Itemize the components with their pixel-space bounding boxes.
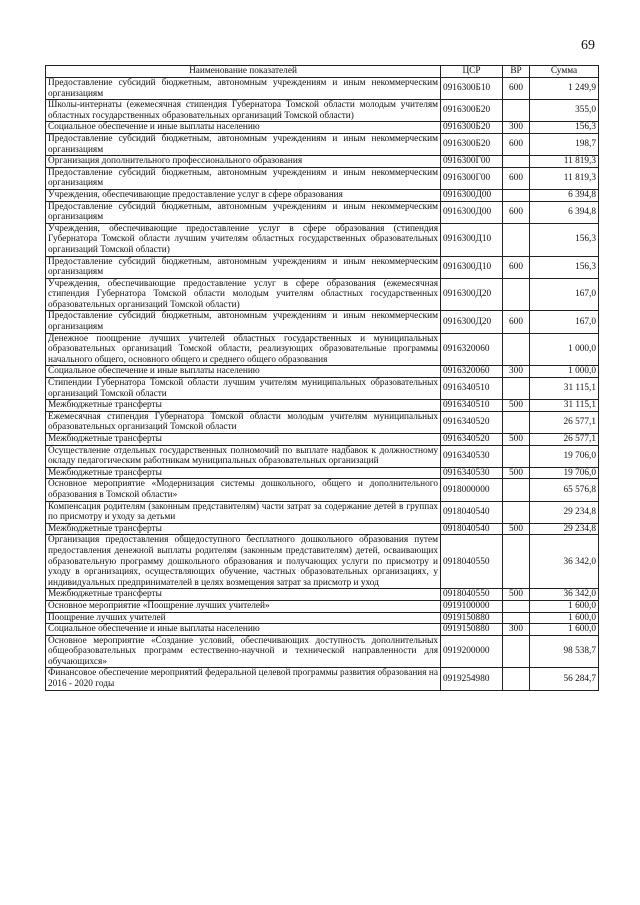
cell-sum: 31 115,1	[530, 400, 599, 412]
table-row	[46, 378, 599, 400]
cell-csr: 0916300Б20	[441, 100, 503, 122]
cell-csr: 0916340520	[441, 411, 503, 433]
table-row	[46, 366, 599, 378]
cell-name: Социальное обеспечение и иные выплаты населению	[46, 366, 441, 378]
cell-csr: 0916340530	[441, 467, 503, 479]
cell-sum: 36 342,0	[530, 535, 599, 589]
cell-sum: 31 115,1	[530, 378, 599, 400]
cell-name: Предоставление субсидий бюджетным, автономным учреждениям и иным некоммерческим организациям	[46, 256, 441, 278]
cell-csr: 0919254980	[441, 668, 503, 690]
cell-vr: 600	[503, 133, 530, 155]
table-row	[46, 256, 599, 278]
cell-name: Денежное поощрение лучших учителей областных государственных и муниципальных образовательных организаций Томской области, реализующих образовательные программы начального общего, основного общего и среднего общего образования	[46, 333, 441, 366]
cell-csr: 0916300Г00	[441, 156, 503, 168]
cell-vr	[503, 333, 530, 366]
cell-vr: 500	[503, 400, 530, 412]
cell-name: Учреждения, обеспечивающие предоставление услуг в сфере образования	[46, 189, 441, 201]
cell-vr	[503, 445, 530, 467]
cell-name: Компенсация родителям (законным представителям) части затрат за содержание детей в группах по присмотру и уходу за детьми	[46, 501, 441, 523]
table-row	[46, 434, 599, 446]
cell-vr	[503, 668, 530, 690]
cell-sum: 19 706,0	[530, 467, 599, 479]
cell-name: Осуществление отдельных государственных полномочий по выплате надбавок к должностному окладу педагогическим работникам муниципальных образовательных организаций	[46, 445, 441, 467]
cell-name: Основное мероприятие «Поощрение лучших учителей»	[46, 600, 441, 612]
table-row	[46, 501, 599, 523]
cell-sum: 11 819,3	[530, 156, 599, 168]
cell-sum: 1 600,0	[530, 612, 599, 624]
cell-sum: 167,0	[530, 278, 599, 311]
cell-vr	[503, 479, 530, 501]
cell-vr	[503, 600, 530, 612]
table-row	[46, 133, 599, 155]
cell-name: Основное мероприятие «Модернизация системы дошкольного, общего и дополнительного образования в Томской области»	[46, 479, 441, 501]
cell-sum: 156,3	[530, 256, 599, 278]
cell-sum: 98 538,7	[530, 635, 599, 668]
cell-vr: 500	[503, 434, 530, 446]
cell-sum: 36 342,0	[530, 589, 599, 601]
cell-sum: 156,3	[530, 223, 599, 256]
cell-name: Предоставление субсидий бюджетным, автономным учреждениям и иным некоммерческим организациям	[46, 311, 441, 333]
cell-sum: 26 577,1	[530, 434, 599, 446]
cell-name: Межбюджетные трансферты	[46, 400, 441, 412]
cell-sum: 167,0	[530, 311, 599, 333]
cell-vr: 500	[503, 523, 530, 535]
cell-csr: 0919150880	[441, 612, 503, 624]
cell-csr: 0916300Д20	[441, 311, 503, 333]
cell-vr: 600	[503, 78, 530, 100]
column-header-vr: ВР	[503, 66, 530, 78]
cell-csr: 0916340530	[441, 445, 503, 467]
cell-sum: 1 600,0	[530, 600, 599, 612]
cell-name: Учреждения, обеспечивающие предоставление услуг в сфере образования (ежемесячная стипендия Губернатора Томской области молодым учителям областных государственных образовательных организаций Томской области)	[46, 278, 441, 311]
table-row	[46, 223, 599, 256]
cell-name: Предоставление субсидий бюджетным, автономным учреждениям и иным некоммерческим организациям	[46, 201, 441, 223]
cell-csr: 0916300Б20	[441, 133, 503, 155]
cell-csr: 0916300Д10	[441, 223, 503, 256]
cell-sum: 65 576,8	[530, 479, 599, 501]
cell-vr	[503, 156, 530, 168]
cell-csr: 0916300Г00	[441, 167, 503, 189]
cell-vr	[503, 100, 530, 122]
table-row	[46, 600, 599, 612]
cell-csr: 0916300Б20	[441, 122, 503, 134]
table-row	[46, 479, 599, 501]
cell-vr: 300	[503, 624, 530, 636]
cell-vr: 600	[503, 311, 530, 333]
cell-sum: 1 000,0	[530, 333, 599, 366]
table-row	[46, 523, 599, 535]
cell-csr: 0916300Д10	[441, 256, 503, 278]
cell-csr: 0916340510	[441, 378, 503, 400]
cell-csr: 0918040550	[441, 535, 503, 589]
cell-sum: 1 249,9	[530, 78, 599, 100]
table-row	[46, 668, 599, 690]
budget-table	[45, 65, 599, 691]
cell-name: Основное мероприятие «Создание условий, обеспечивающих доступность дополнительных общеобразовательных программ естественно-научной и технической направленности для обучающихся»	[46, 635, 441, 668]
cell-vr	[503, 501, 530, 523]
table-row	[46, 612, 599, 624]
cell-vr: 600	[503, 256, 530, 278]
cell-name: Поощрение лучших учителей	[46, 612, 441, 624]
cell-name: Межбюджетные трансферты	[46, 589, 441, 601]
cell-name: Ежемесячная стипендия Губернатора Томской области молодым учителям муниципальных образовательных организаций Томской области	[46, 411, 441, 433]
table-row	[46, 167, 599, 189]
cell-vr: 500	[503, 467, 530, 479]
cell-vr: 600	[503, 201, 530, 223]
cell-name: Предоставление субсидий бюджетным, автономным учреждениям и иным некоммерческим организациям	[46, 167, 441, 189]
table-row	[46, 589, 599, 601]
cell-vr: 300	[503, 366, 530, 378]
cell-name: Межбюджетные трансферты	[46, 523, 441, 535]
table-row	[46, 122, 599, 134]
column-header-name: Наименование показателей	[46, 66, 441, 78]
table-row	[46, 156, 599, 168]
table-header-row	[46, 66, 599, 78]
table-row	[46, 333, 599, 366]
cell-vr	[503, 612, 530, 624]
cell-name: Организация дополнительного профессионального образования	[46, 156, 441, 168]
cell-sum: 6 394,8	[530, 201, 599, 223]
page-number: 69	[581, 38, 595, 53]
cell-name: Финансовое обеспечение мероприятий федеральной целевой программы развития образования на 2016 - 2020 годы	[46, 668, 441, 690]
table-row	[46, 445, 599, 467]
cell-sum: 1 000,0	[530, 366, 599, 378]
cell-vr	[503, 278, 530, 311]
cell-name: Стипендии Губернатора Томской области лучшим учителям муниципальных образовательных организаций Томской области	[46, 378, 441, 400]
cell-vr	[503, 378, 530, 400]
cell-name: Предоставление субсидий бюджетным, автономным учреждениям и иным некоммерческим организациям	[46, 78, 441, 100]
cell-csr: 0916300Д00	[441, 189, 503, 201]
cell-vr: 300	[503, 122, 530, 134]
table-row	[46, 411, 599, 433]
cell-csr: 0919200000	[441, 635, 503, 668]
cell-csr: 0918000000	[441, 479, 503, 501]
cell-csr: 0918040540	[441, 501, 503, 523]
cell-csr: 0916300Б10	[441, 78, 503, 100]
cell-sum: 19 706,0	[530, 445, 599, 467]
cell-vr	[503, 189, 530, 201]
cell-csr: 0916320060	[441, 366, 503, 378]
cell-name: Организация предоставления общедоступного бесплатного дошкольного образования путем предоставления денежной выплаты родителям (законным представителям) детей, осваивающих образовательную программу дошкольного образования и получающих услуги по присмотру и уходу в организациях, осуществляющих обучение, частных образовательных организациях, у индивидуальных предпринимателей в целях возмещения затрат за присмотр и уход	[46, 535, 441, 589]
cell-csr: 0919100000	[441, 600, 503, 612]
cell-csr: 0916300Д20	[441, 278, 503, 311]
cell-sum: 1 600,0	[530, 624, 599, 636]
cell-vr	[503, 635, 530, 668]
cell-sum: 6 394,8	[530, 189, 599, 201]
cell-name: Предоставление субсидий бюджетным, автономным учреждениям и иным некоммерческим организациям	[46, 133, 441, 155]
cell-sum: 156,3	[530, 122, 599, 134]
cell-sum: 198,7	[530, 133, 599, 155]
table-row	[46, 624, 599, 636]
cell-name: Межбюджетные трансферты	[46, 467, 441, 479]
cell-vr: 500	[503, 589, 530, 601]
cell-name: Школы-интернаты (ежемесячная стипендия Губернатора Томской области молодым учителям областных государственных образовательных организаций Томской области)	[46, 100, 441, 122]
table-row	[46, 78, 599, 100]
table-row	[46, 467, 599, 479]
table-row	[46, 535, 599, 589]
cell-name: Учреждения, обеспечивающие предоставление услуг в сфере образования (стипендия Губернатора Томской области лучшим учителям областных государственных образовательных организаций Томской области)	[46, 223, 441, 256]
column-header-sum: Сумма	[530, 66, 599, 78]
cell-csr: 0916340510	[441, 400, 503, 412]
cell-sum: 56 284,7	[530, 668, 599, 690]
cell-csr: 0919150880	[441, 624, 503, 636]
cell-csr: 0918040550	[441, 589, 503, 601]
column-header-csr: ЦСР	[441, 66, 503, 78]
cell-name: Социальное обеспечение и иные выплаты населению	[46, 624, 441, 636]
table-row	[46, 400, 599, 412]
cell-name: Межбюджетные трансферты	[46, 434, 441, 446]
cell-sum: 355,0	[530, 100, 599, 122]
table-row	[46, 635, 599, 668]
cell-csr: 0916300Д00	[441, 201, 503, 223]
table-row	[46, 278, 599, 311]
cell-csr: 0916320060	[441, 333, 503, 366]
cell-vr: 600	[503, 167, 530, 189]
cell-vr	[503, 223, 530, 256]
cell-sum: 26 577,1	[530, 411, 599, 433]
table-row	[46, 189, 599, 201]
cell-csr: 0916340520	[441, 434, 503, 446]
table-row	[46, 201, 599, 223]
cell-vr	[503, 535, 530, 589]
table-row	[46, 311, 599, 333]
cell-sum: 29 234,8	[530, 523, 599, 535]
cell-name: Социальное обеспечение и иные выплаты населению	[46, 122, 441, 134]
table-row	[46, 100, 599, 122]
cell-sum: 11 819,3	[530, 167, 599, 189]
cell-sum: 29 234,8	[530, 501, 599, 523]
cell-vr	[503, 411, 530, 433]
cell-csr: 0918040540	[441, 523, 503, 535]
